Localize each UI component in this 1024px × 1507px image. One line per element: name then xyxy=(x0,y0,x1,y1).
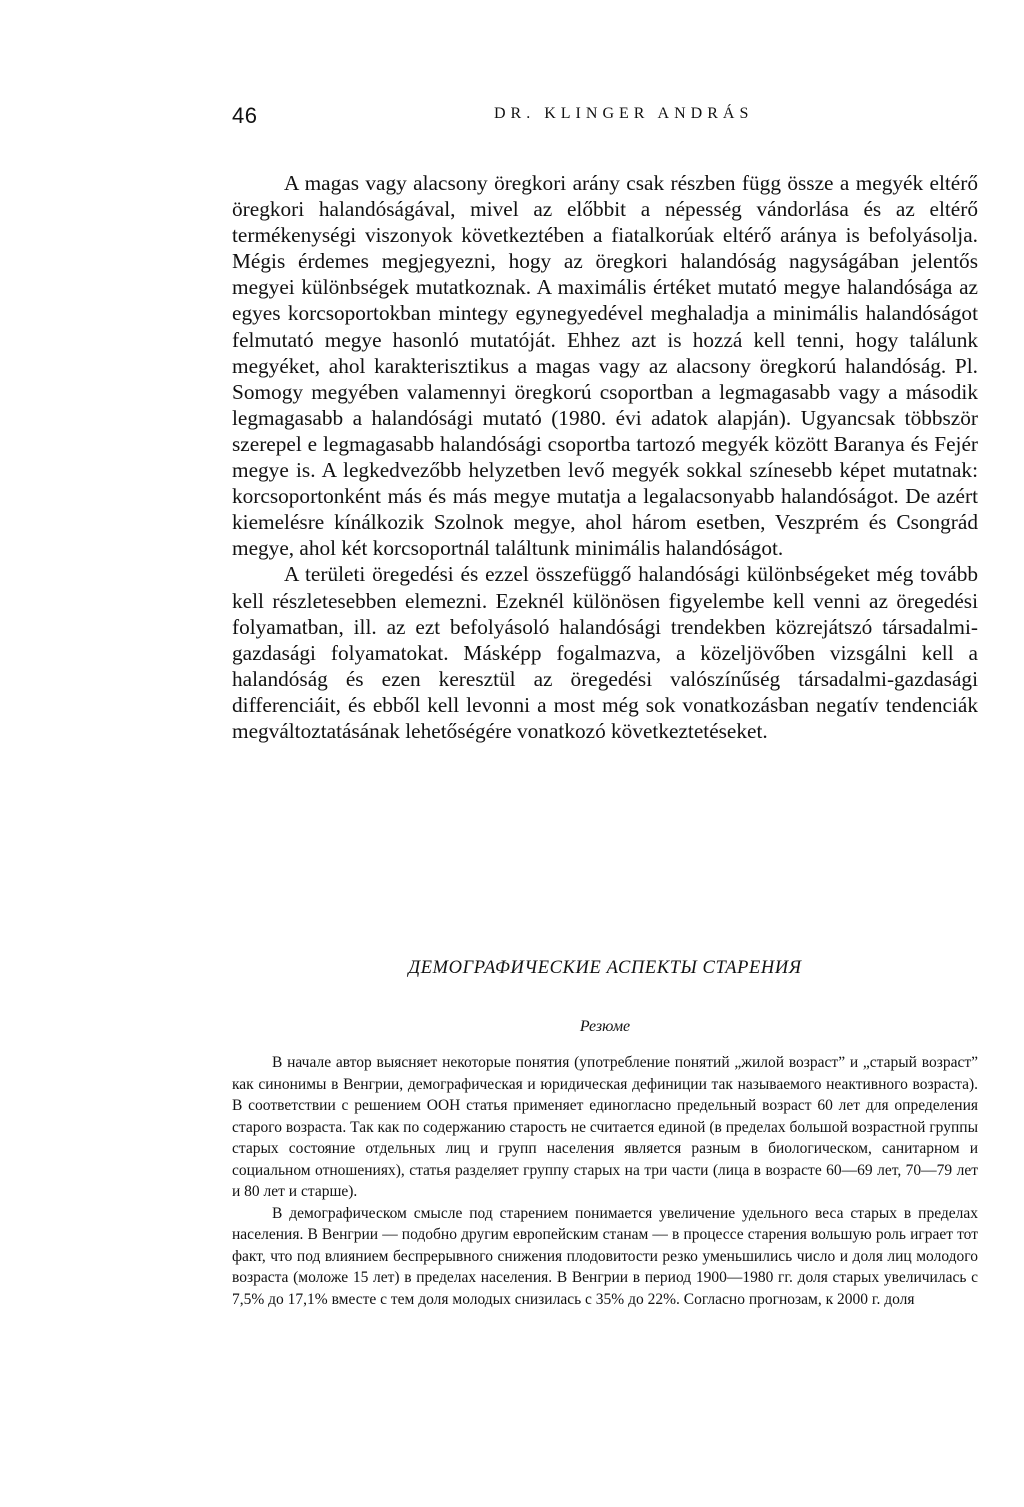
body-paragraph: A magas vagy alacsony öregkori arány csak részben függ össze a megyék eltérő öregkori halandóságával, mivel az előbbit a népesség vándorlása és az eltérő termékenységi viszonyok következtében a fiatalkorúak eltérő aránya is befolyásolja. Mégis érdemes megjegyezni, hogy az öregkori halandóság nagyságában jelentős megyei különbségek mutatkoznak. A maximális értéket mutató megye halandósága az egyes korcsoportokban mintegy egynegyedével meghaladja a minimális halandóságot felmutató megye hasonló mutatóját. Ehhez azt is hozzá kell tenni, hogy találunk megyéket, ahol karakterisztikus a magas vagy az alacsony öregkorú halandóság. Pl. Somogy megyében valamennyi öregkorú csoportban a legmagasabb vagy a második legmagasabb a halandósági mutató (1980. évi adatok alapján). Ugyancsak többször szerepel e legmagasabb halandósági csoportba tartozó megyék között Baranya és Fejér megye is. A legkedvezőbb helyzetben levő megyék sokkal színesebb képet mutatnak: korcsoportonként más és más megye mutatja a legalacsonyabb halandóságot. De azért kiemelésre kínálkozik Szolnok megye, ahol három esetben, Veszprém és Csongrád megye, ahol két korcsoportnál találtunk minimális halandóságot. xyxy=(232,171,978,561)
summary-subtitle: Резюме xyxy=(579,1018,631,1035)
summary-title: ДЕМОГРАФИЧЕСКИЕ АСПЕКТЫ СТАРЕНИЯ xyxy=(408,958,802,978)
summary-paragraph: В демографическом смысле под старением понимается увеличение удельного веса старых в пределах населения. В Венгрии — подобно другим европейским станам — в процессе старения вольшую роль играет тот факт, что под влиянием беспрерывного снижения плодовитости резко уменьшились число и доля лиц молодого возраста (моложе 15 лет) в пределах населения. В Венгрии в период 1900—1980 гг. доля старых увеличилась с 7,5% до 17,1% вместе с тем доля молодых снизилась с 35% до 22%. Согласно прогнозам, к 2000 г. доля xyxy=(232,1204,978,1308)
summary-paragraph: В начале автор выясняет некоторые понятия (употребление понятий „жилой возраст” и „старый возраст” как синонимы в Венгрии, демографическая и юридическая дефиниции так называемого неактивного возраста). В соответствии с решением ООН статья применяет единогласно предельный возраст 60 лет для определения старого возраста. Так как по содержанию старость не считается единой (в пределах большой возрастной группы старых состояние отдельных лиц и групп населения является разным в биологическом, санитарном и социальном отношениях), статья разделяет группу старых на три части (лица в возрасте 60—69 лет, 70—79 лет и 80 лет и старше). xyxy=(232,1054,978,1200)
main-body-text xyxy=(232,170,978,744)
body-paragraph: A területi öregedési és ezzel összefüggő halandósági különbségeket még tovább kell részletesebben elemezni. Ezeknél különösen figyelembe kell venni az öregedési folyamatban, ill. az ezt befolyásoló halandósági trendekben közrejátszó társadalmi-gazdasági folyamatokat. Másképp fogalmazva, a közeljövőben vizsgálni kell a halandóság és ezen keresztül az öregedési valószínűség társadalmi-gazdasági differenciáit, és ebből kell levonni a most még sok vonatkozásban negatív tendenciák megváltoztatásának lehetőségére vonatkozó következtetéseket. xyxy=(232,562,978,743)
page-header xyxy=(232,103,992,137)
running-head-author: DR. KLINGER ANDRÁS xyxy=(494,105,754,122)
summary-body-text xyxy=(232,1052,978,1310)
page-number: 46 xyxy=(232,103,258,128)
